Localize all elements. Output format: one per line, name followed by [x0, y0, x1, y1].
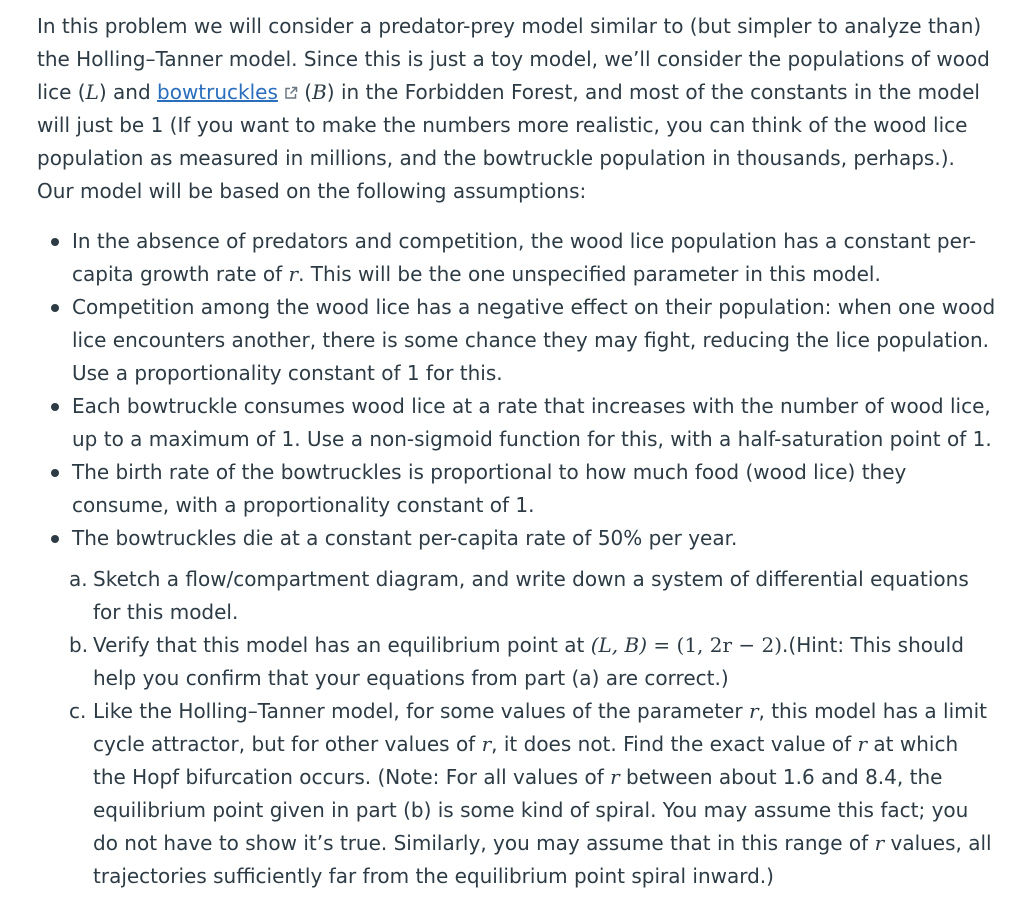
bullet-icon [51, 403, 59, 411]
math-r: r [610, 765, 620, 789]
assumption-text: The birth rate of the bowtruckles is proportional to how much food (wood lice) they consume, with a proportionality constant of 1. [72, 460, 907, 517]
intro-text-3: ( [297, 80, 313, 104]
part-text: at which the Hopf bifurcation occurs. (Note: For all values of [93, 732, 959, 789]
bullet-icon [51, 238, 59, 246]
math-B: B [312, 80, 327, 104]
assumption-text: The bowtruckles die at a constant per-capita rate of 50% per year. [72, 526, 738, 550]
math-L: L [85, 80, 99, 104]
math-r: r [748, 699, 759, 723]
part-text: between about 1.6 and 8.4, the equilibrium point given in part (b) is some kind of spiral. You may assume this fact; you do not have to show it’s true. Similarly, you may assume that in this range of [93, 765, 969, 855]
math-r: r [288, 262, 299, 286]
part-text: Sketch a flow/compartment diagram, and write down a system of differential equations for this model. [93, 567, 969, 624]
part-marker: b. [69, 633, 89, 657]
part-text: , this model has a limit cycle attractor, but for other values of [93, 699, 988, 756]
intro-text-2: ) and [98, 80, 158, 104]
intro-paragraph [37, 10, 997, 208]
part-b [69, 629, 997, 695]
math-r: r [481, 732, 492, 756]
bowtruckles-link[interactable]: bowtruckles [157, 80, 278, 104]
part-marker: a. [69, 567, 88, 591]
list-item [72, 291, 997, 390]
assumption-text: Competition among the wood lice has a negative effect on their population: when one wood lice encounters another, there is some chance they may fight, reducing the lice population. Use a proportionality constant of 1 for this. [72, 295, 996, 385]
math-r: r [874, 831, 885, 855]
part-text: Like the Holling–Tanner model, for some values of the parameter [93, 699, 749, 723]
external-link-icon[interactable] [284, 86, 298, 100]
assumption-text: . This will be the one unspecified parameter in this model. [298, 262, 881, 286]
parts-list [37, 563, 997, 893]
bullet-icon [51, 469, 59, 477]
assumption-text: In the absence of predators and competition, the wood lice population has a constant per-capita growth rate of [72, 229, 977, 286]
list-item [72, 522, 997, 555]
intro-text-1: In this problem we will consider a predator-prey model similar to (but simpler to analyze than) the Holling–Tanner model. Since this is just a toy model, we’ll consider the populations of wood lice ( [37, 14, 990, 104]
bullet-icon [51, 304, 59, 312]
assumptions-list [37, 225, 997, 555]
part-text: Verify that this model has an equilibrium point at [93, 633, 591, 657]
bullet-icon [51, 535, 59, 543]
math-r: r [857, 732, 868, 756]
list-item [72, 225, 997, 291]
part-c [69, 695, 997, 893]
equilibrium-rhs: (1, 2r − 2) [676, 633, 783, 657]
list-item [72, 456, 997, 522]
problem-content [37, 10, 997, 893]
part-a [69, 563, 997, 629]
part-text: .(Hint: This should help you confirm that your equations from part (a) are correct.) [93, 633, 964, 690]
part-text: , it does not. Find the exact value of [491, 732, 858, 756]
list-item [72, 390, 997, 456]
part-text: values, all trajectories sufficiently far from the equilibrium point spiral inward.) [93, 831, 992, 888]
part-marker: c. [69, 699, 87, 723]
equilibrium-equals: = [647, 633, 677, 657]
equilibrium-lhs: (L, B) [590, 633, 648, 657]
intro-text-4: ) in the Forbidden Forest, and most of the constants in the model will just be 1 (If you want to make the numbers more realistic, you can think of the wood lice population as measured in millions, and the bowtruckle population in thousands, perhaps.). Our model will be based on the following assumptions: [37, 80, 980, 203]
assumption-text: Each bowtruckle consumes wood lice at a rate that increases with the number of wood lice, up to a maximum of 1. Use a non-sigmoid function for this, with a half-saturation point of 1. [72, 394, 992, 451]
